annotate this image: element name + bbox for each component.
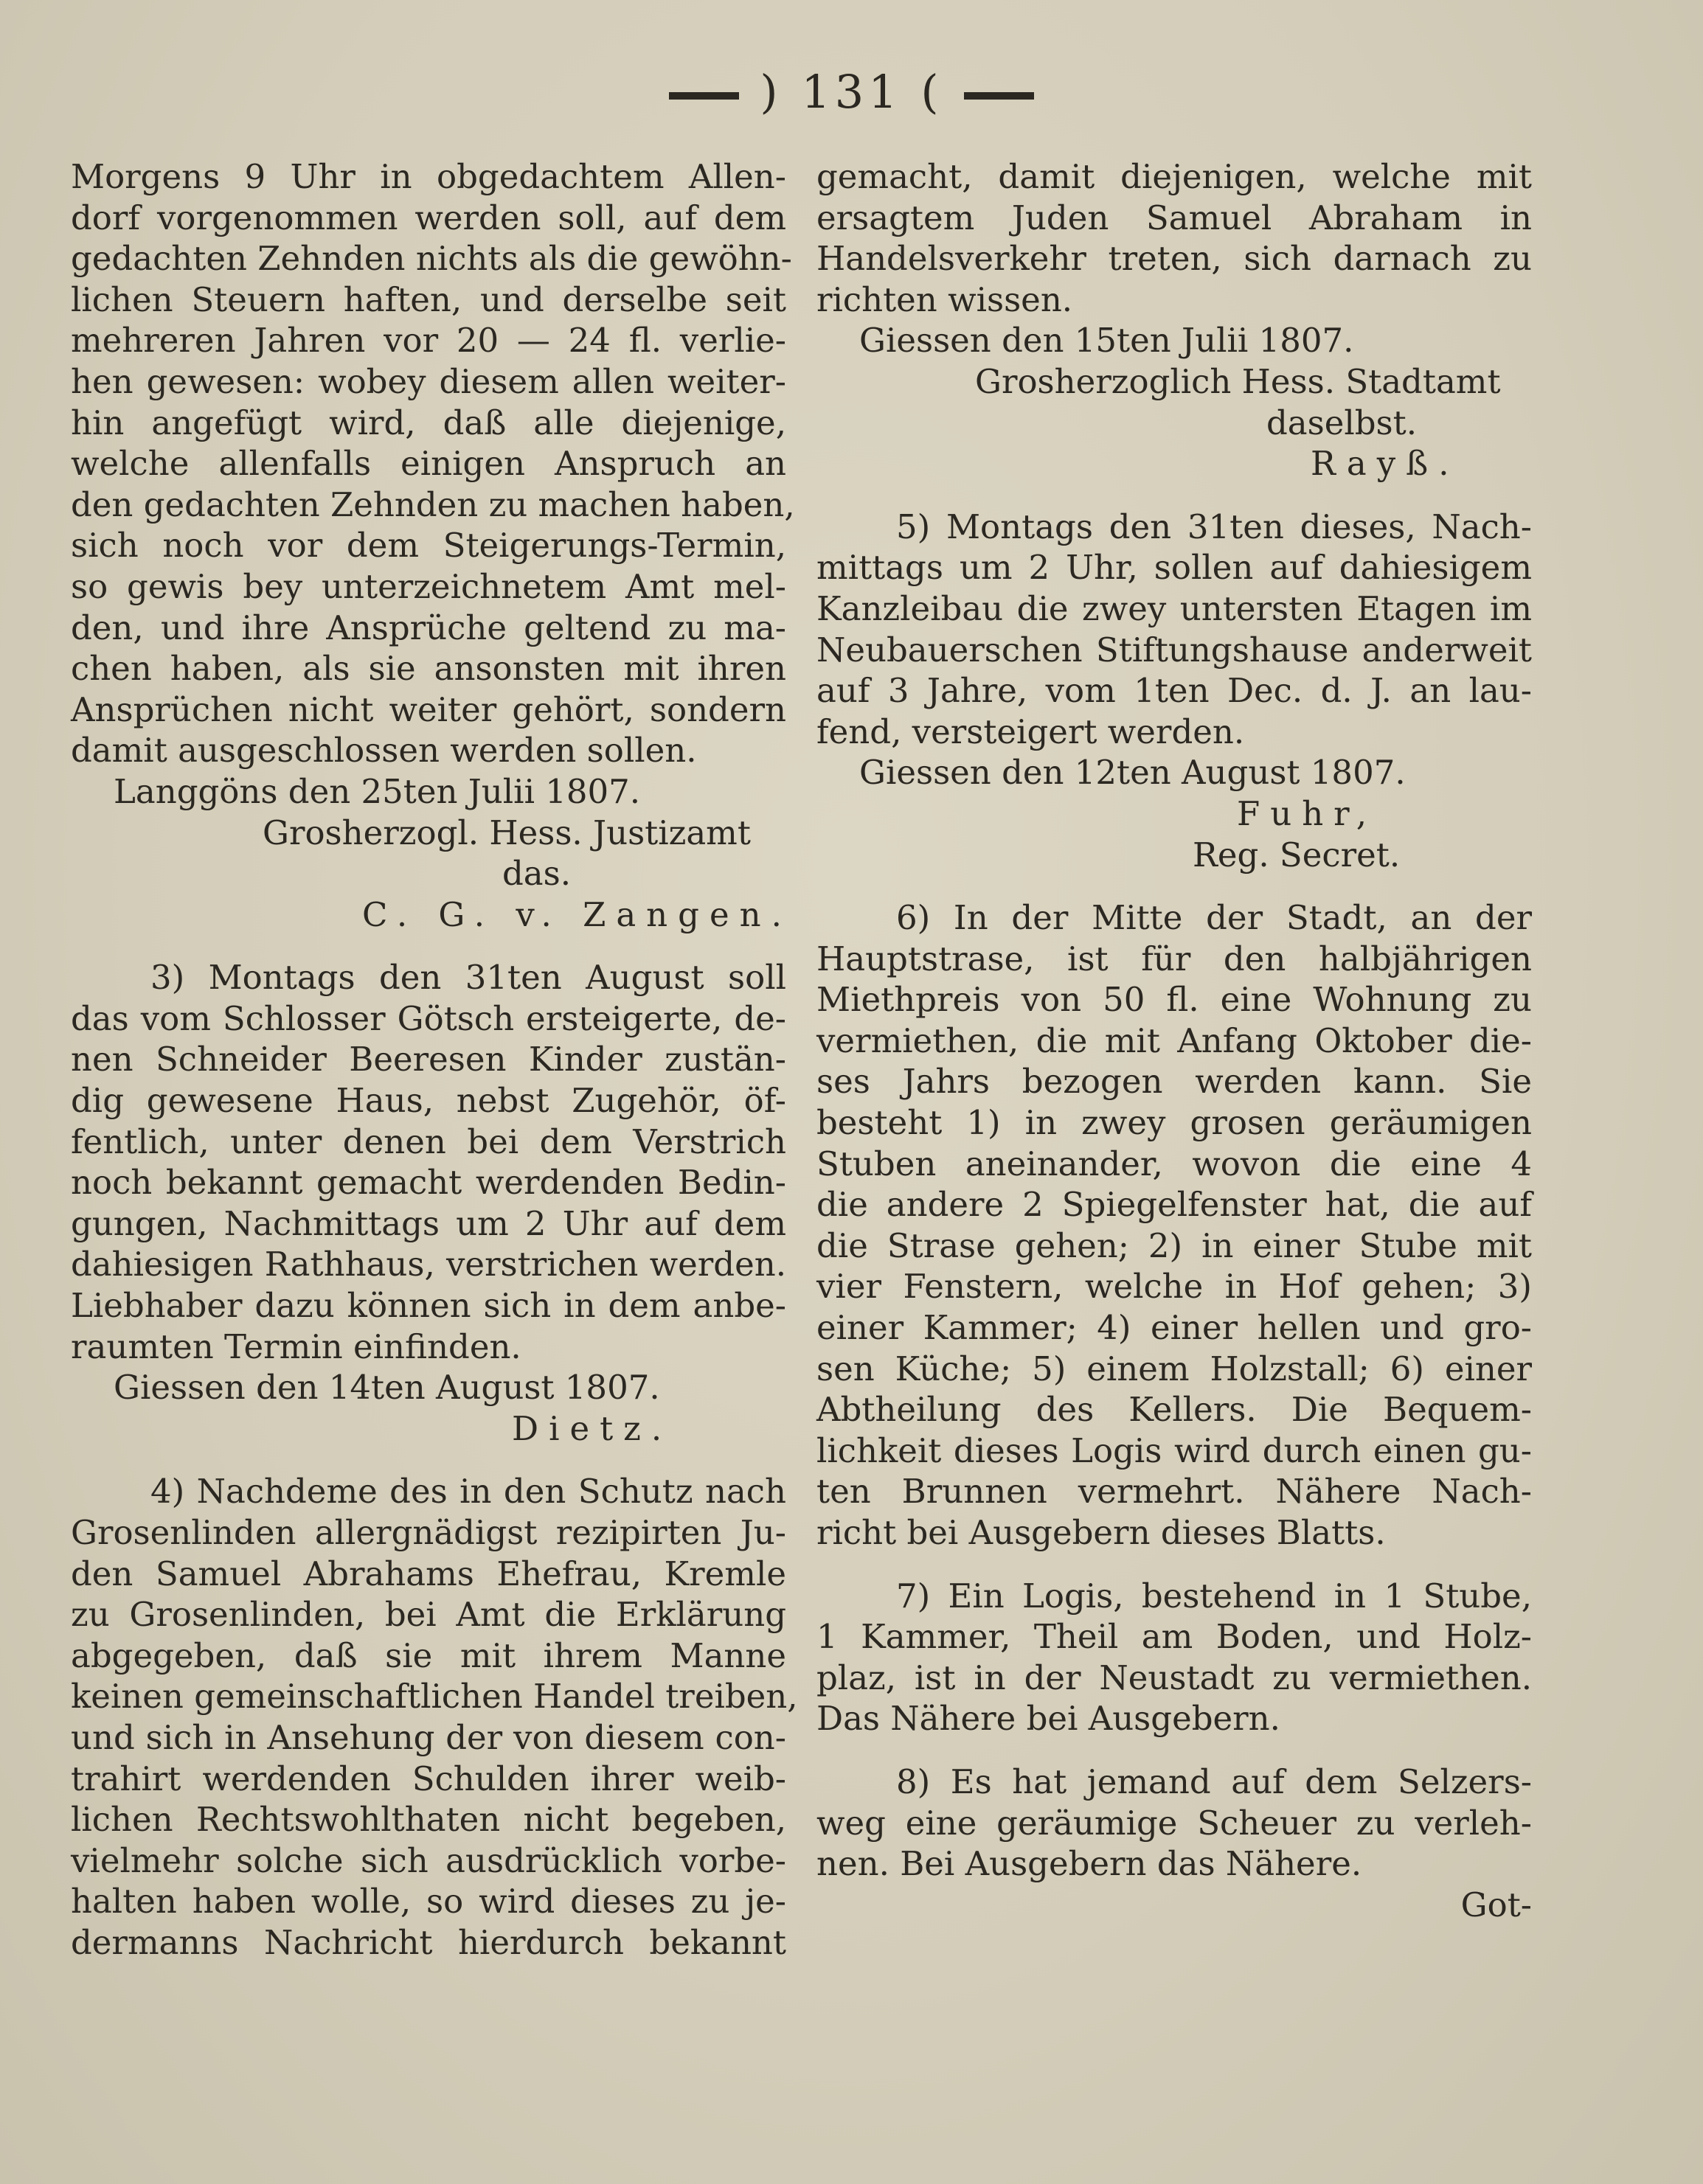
text-line: und sich in Ansehung der von diesem con- — [71, 1717, 786, 1757]
signer-title: Reg. Secret. — [1193, 835, 1401, 874]
notice-4-text — [71, 1471, 798, 1963]
notice-date: Giessen den 14ten August 1807. — [114, 1368, 660, 1408]
text-line: Neubauerschen Stiftungshause anderweit — [816, 630, 1532, 670]
text-line: sen Küche; 5) einem Holzstall; 6) einer — [816, 1349, 1532, 1388]
catchword: Got- — [1460, 1885, 1532, 1924]
page-number: ) 131 ( — [760, 65, 943, 119]
spacer — [71, 935, 786, 957]
text-line: den, und ihre Ansprüche geltend zu ma- — [71, 608, 786, 647]
issuing-office: Grosherzoglich Hess. Stadtamt — [975, 361, 1501, 401]
text-line: 6) In der Mitte der Stadt, an der — [896, 898, 1532, 938]
notice-2-text — [71, 156, 795, 935]
text-line: besteht 1) in zwey grosen geräumigen — [816, 1103, 1532, 1143]
text-line: welche allenfalls einigen Anspruch an — [71, 444, 786, 484]
signature: C. G. v. Zangen. — [362, 894, 792, 934]
header-rule-left — [669, 92, 739, 100]
text-line: Hauptstrase, ist für den halbjährigen — [816, 939, 1532, 978]
text-line: fend, versteigert werden. — [816, 712, 1245, 751]
text-line: lichkeit dieses Logis wird durch einen gu- — [816, 1430, 1532, 1470]
notice-7-text — [816, 1576, 1532, 1739]
issuing-office-line2: daselbst. — [1266, 403, 1418, 442]
spacer — [816, 1739, 1532, 1762]
text-line: sich noch vor dem Steigerungs-Termin, — [71, 526, 786, 566]
text-line: 7) Ein Logis, bestehend in 1 Stube, — [896, 1576, 1532, 1616]
notice-date: Giessen den 15ten Julii 1807. — [859, 321, 1354, 361]
text-line: chen haben, als sie ansonsten mit ihren — [71, 649, 786, 689]
text-line: abgegeben, daß sie mit ihrem Manne — [71, 1635, 786, 1675]
text-line: damit ausgeschlossen werden sollen. — [71, 731, 697, 771]
text-line: weg eine geräumige Scheuer zu verleh- — [816, 1803, 1532, 1843]
right-column — [816, 156, 1532, 1925]
text-line: hin angefügt wird, daß alle diejenige, — [71, 403, 786, 442]
notice-date: Langgöns den 25ten Julii 1807. — [114, 771, 641, 811]
text-line: gemacht, damit diejenigen, welche mit — [816, 157, 1532, 196]
text-line: nen Schneider Beeresen Kinder zustän- — [71, 1040, 786, 1079]
text-line: Ansprüchen nicht weiter gehört, sondern — [71, 689, 786, 729]
signature: Rayß. — [1311, 444, 1460, 484]
notice-6-text — [816, 897, 1532, 1554]
spacer — [816, 875, 1532, 897]
text-line: den Samuel Abrahams Ehefrau, Kremle — [71, 1554, 786, 1593]
text-line: fentlich, unter denen bei dem Verstrich — [71, 1121, 786, 1161]
issuing-office-line2: das. — [502, 854, 572, 894]
text-line: zu Grosenlinden, bei Amt die Erklärung — [71, 1595, 786, 1635]
left-column — [71, 156, 798, 1964]
text-line: richt bei Ausgebern dieses Blatts. — [816, 1513, 1386, 1552]
text-line: ses Jahrs bezogen werden kann. Sie — [816, 1062, 1532, 1102]
text-line: einer Kammer; 4) einer hellen und gro- — [816, 1308, 1532, 1348]
text-line: plaz, ist in der Neustadt zu vermiethen. — [816, 1658, 1532, 1697]
text-line: die Strase gehen; 2) in einer Stube mit — [816, 1225, 1532, 1265]
text-line: 3) Montags den 31ten August soll — [150, 958, 786, 998]
text-line: noch bekannt gemacht werdenden Bedin- — [71, 1163, 786, 1203]
header-rule-right — [964, 92, 1034, 100]
text-line: so gewis bey unterzeichnetem Amt mel- — [71, 566, 786, 606]
text-line: das vom Schlosser Götsch ersteigerte, de- — [71, 998, 786, 1038]
text-line: Liebhaber dazu können sich in dem anbe- — [71, 1286, 786, 1326]
page-header — [0, 65, 1703, 119]
text-line: mehreren Jahren vor 20 — 24 fl. verlie- — [71, 321, 786, 361]
text-line: Kanzleibau die zwey untersten Etagen im — [816, 588, 1532, 628]
issuing-office: Grosherzogl. Hess. Justizamt — [263, 813, 751, 852]
text-line: 1 Kammer, Theil am Boden, und Holz- — [816, 1617, 1532, 1657]
text-line: dermanns Nachricht hierdurch bekannt — [71, 1922, 786, 1962]
notice-3-text — [71, 957, 786, 1449]
text-line: vier Fenstern, welche in Hof gehen; 3) — [816, 1267, 1532, 1307]
spacer — [71, 1449, 786, 1471]
text-line: keinen gemeinschaftlichen Handel treiben, — [71, 1677, 798, 1717]
text-line: lichen Rechtswohlthaten nicht begeben, — [71, 1800, 786, 1840]
text-line: gungen, Nachmittags um 2 Uhr auf dem — [71, 1203, 786, 1243]
text-line: dig gewesene Haus, nebst Zugehör, öf- — [71, 1081, 786, 1121]
notice-5-text — [816, 507, 1532, 875]
text-line: Handelsverkehr treten, sich darnach zu — [816, 239, 1532, 279]
signature: Fuhr, — [1237, 793, 1378, 833]
notice-4-continuation — [816, 156, 1532, 484]
text-line: mittags um 2 Uhr, sollen auf dahiesigem — [816, 548, 1532, 588]
text-line: vermiethen, die mit Anfang Oktober die- — [816, 1020, 1532, 1060]
text-line: Miethpreis von 50 fl. eine Wohnung zu — [816, 980, 1532, 1020]
text-line: auf 3 Jahre, vom 1ten Dec. d. J. an lau- — [816, 671, 1532, 711]
text-line: lichen Steuern haften, und derselbe seit — [71, 279, 786, 319]
text-line: Das Nähere bei Ausgebern. — [816, 1699, 1280, 1739]
text-line: den gedachten Zehnden zu machen haben, — [71, 484, 795, 524]
text-line: gedachten Zehnden nichts als die gewöhn- — [71, 239, 792, 279]
spacer — [816, 484, 1532, 507]
text-line: 5) Montags den 31ten dieses, Nach- — [896, 507, 1532, 546]
text-line: Abtheilung des Kellers. Die Bequem- — [816, 1390, 1532, 1430]
text-line: halten haben wolle, so wird dieses zu je- — [71, 1882, 786, 1922]
text-line: raumten Termin einfinden. — [71, 1326, 521, 1366]
text-line: hen gewesen: wobey diesem allen weiter- — [71, 361, 786, 401]
spacer — [816, 1554, 1532, 1576]
text-line: Grosenlinden allergnädigst rezipirten Ju- — [71, 1513, 786, 1552]
text-line: ten Brunnen vermehrt. Nähere Nach- — [816, 1472, 1532, 1512]
text-line: Morgens 9 Uhr in obgedachtem Allen- — [71, 157, 786, 196]
text-line: trahirt werdenden Schulden ihrer weib- — [71, 1759, 786, 1798]
text-line: richten wissen. — [816, 279, 1073, 319]
notice-8-text — [816, 1762, 1532, 1925]
text-line: vielmehr solche sich ausdrücklich vorbe- — [71, 1840, 786, 1880]
text-line: nen. Bei Ausgebern das Nähere. — [816, 1844, 1362, 1884]
text-line: die andere 2 Spiegelfenster hat, die auf — [816, 1185, 1532, 1225]
text-line: dahiesigen Rathhaus, verstrichen werden. — [71, 1245, 786, 1284]
signature: Dietz. — [512, 1408, 673, 1448]
notice-date: Giessen den 12ten August 1807. — [859, 753, 1406, 793]
text-line: 4) Nachdeme des in den Schutz nach — [150, 1472, 786, 1512]
text-line: ersagtem Juden Samuel Abraham in — [816, 198, 1532, 237]
text-line: 8) Es hat jemand auf dem Selzers- — [896, 1762, 1532, 1801]
text-line: dorf vorgenommen werden soll, auf dem — [71, 198, 786, 237]
text-line: Stuben aneinander, wovon die eine 4 — [816, 1144, 1532, 1183]
